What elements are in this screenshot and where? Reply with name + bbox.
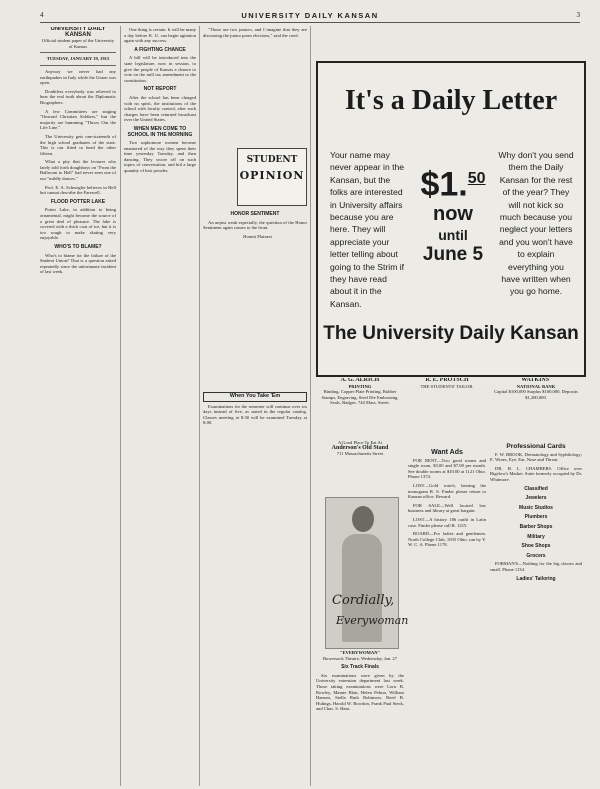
plumbers-heading: Plumbers: [524, 514, 548, 521]
cards-title: Professional Cards: [506, 443, 566, 450]
page-number-right: 3: [576, 11, 580, 19]
anderson-name: Anderson's Old Stand: [331, 444, 389, 451]
ad-now: now: [433, 203, 473, 226]
editorial-heading: FLOOD POTTER LAKE: [50, 198, 106, 205]
editorial-paragraph: Potter Lake, in addition to being ornamental, might become the source of a great deal of pleasure. The lake is covered with a thick coat of ice, but it is too rough to make skating very enjoyable.: [40, 207, 116, 241]
masthead-box: [40, 27, 116, 49]
watkins-name: WATKINS': [521, 378, 551, 383]
watkins-ad: [490, 378, 582, 438]
ad-until: until: [438, 227, 468, 244]
editorial-heading: A FIGHTING CHANCE: [134, 46, 186, 53]
editorial-paragraph: A few Committees are singing "Onward Christian Soldiers," but the majority are humming "Throw Out the Life Line.": [40, 108, 116, 131]
editorial-paragraph: A bill will be introduced into the state legislature, now in session, to give the people of Kansas a chance to vote on the mill tax amendment to the constitution.: [124, 55, 196, 83]
want-ads-title: Want Ads: [431, 449, 463, 456]
card-item: FORMAN'S—Nothing for the big classes and small. Phone 1134.: [490, 561, 582, 572]
anderson-ad: [316, 440, 404, 492]
ad-price: $1.50: [420, 165, 486, 204]
want-ad-item: LOST—Gold watch, bearing the monogram R. S. Finder please return to Kansan office. Reward.: [408, 482, 486, 500]
card-item: DR. H. L. CHAMBERS. Office over Bigelow's Market. Suite formerly occupied by Dr. Whitmore.: [490, 465, 582, 482]
classified-heading: Classified: [524, 485, 548, 492]
track-heading: Six Track Finals: [341, 664, 379, 671]
opinion-logo-bottom: OPINION: [239, 169, 305, 182]
everywoman-photo: [325, 497, 409, 649]
everywoman-sub: Bowersock Theatre, Wednesday, Jan. 27: [322, 655, 398, 661]
daily-letter-ad: [316, 61, 586, 377]
opinion-heading: HONOR SENTIMENT: [230, 211, 280, 217]
want-ads: [408, 446, 486, 782]
ad-left-text: Your name may never appear in the Kansan, but the folks are interested in University affairs because you are here. They will appreciate your letter telling about going to the Strim if they have read about it in the Kansan.: [330, 150, 405, 309]
photo-signature-1: Cordially,: [332, 593, 395, 608]
alrich-ad: [316, 378, 404, 438]
editorial-paragraph: Two sophomore women became enamored of the way they spent their time yesterday Tuesday, and then dancing. They swore off on such topics of conversation, and hid a large quantity of hair powder.: [124, 140, 196, 174]
editorial-heading: WHO'S TO BLAME?: [54, 244, 102, 250]
exam-paragraph: Examinations for the semester will continue over six days instead of five, as stated in the regular catalog. Classes meeting at 8:30 will be examined Tuesday at 8:00.: [203, 403, 307, 426]
ad-price-block: [412, 161, 494, 266]
issue-date: TUESDAY, JANUARY 19, 1915: [46, 56, 110, 62]
card-item: F. W. BROOK, Dermatology and Syphilology; E. Wines, Eye, Ear, Nose and Throat.: [490, 451, 582, 463]
watkins-text: Capital $100,000 Surplus $100,000. Deposits $1,200,000.: [494, 389, 578, 400]
column-rule-1: [120, 26, 121, 786]
page-header: [40, 8, 580, 23]
protsch-name: R. E. PROTSCH: [425, 378, 469, 383]
editorial-paragraph: Doubtless everybody was relieved to hear the real truth about the Diplomatic Biographers.: [40, 88, 116, 105]
editorial-paragraph: Anyway we never had any earthquakes in Italy while the Union was open.: [40, 68, 116, 86]
photo-signature-2: Everywoman: [336, 614, 409, 627]
masthead-title: UNIVERSITY DAILY KANSAN: [50, 27, 106, 38]
column-exams: [203, 390, 307, 780]
everywoman-title: "EVERYWOMAN": [339, 650, 381, 655]
editorial-paragraph: Who's to blame for the failure of the Student Union? That is a question asked repeatedly since the unfortunate incident of last week.: [40, 252, 116, 275]
opinion-logo-top: STUDENT: [246, 155, 298, 165]
military-heading: Military: [527, 533, 545, 540]
column-rule-3: [310, 26, 311, 786]
editorial-paragraph: Prof. E. A. Schwegler believes in Hell but cannot describe the Farewell.: [40, 184, 116, 196]
want-ad-item: LOST—A history 186 outfit in Latin case. Finder please call R. 1215.: [408, 516, 486, 528]
professional-cards: [490, 440, 582, 782]
column-opinion-top: [203, 27, 307, 147]
music-heading: Music Studios: [519, 504, 553, 511]
track-paragraph: Six examinations were given by the University extension department last week. Those taking examinations were Lorn B. Rowley, Mamie Blair, Helen Pelton, William Hansen, Stella Ruth Robinson, Reed B. Hulings, Harold W. Bowdon, Frank Paul Steck, and Chas. S. Haas.: [316, 672, 404, 712]
alrich-text: Binding, Copper Plate Printing, Rubber Stamps, Engraving, Steel Die Embossing, Seals, Badges. 744 Mass. Street.: [321, 389, 399, 406]
column-opinion: [203, 208, 307, 388]
running-masthead: UNIVERSITY DAILY KANSAN: [241, 10, 379, 20]
tailoring-heading: Ladies' Tailoring: [516, 575, 556, 582]
editorial-heading: NOT REPORT: [143, 86, 177, 93]
shoe-heading: Shoe Shops: [521, 543, 551, 550]
column-editorial: [40, 27, 116, 782]
alrich-line: PRINTING: [348, 383, 372, 389]
column-rule-2: [199, 26, 200, 786]
protsch-ad: [408, 378, 486, 438]
grocers-heading: Grocers: [526, 552, 546, 559]
ad-headline: It's a Daily Letter: [344, 85, 558, 116]
page-number-left: 4: [40, 11, 44, 19]
want-ad-item: FOR RENT—Two good rooms and single room, $3.00 and $7.00 per month. See double rooms at $10.00 at 1121 Ohio. Phone 1374.: [408, 457, 486, 480]
alrich-name: A. G. ALRICH: [340, 378, 380, 383]
watkins-line: NATIONAL BANK: [516, 383, 556, 389]
editorial-heading: WHEN MEN COME TO SCHOOL IN THE MORNING: [127, 125, 193, 138]
barber-heading: Barber Shops: [519, 523, 553, 530]
opinion-paragraph: An unjust weak especially, the question of the Honor Sentiment again comes to the front.: [203, 219, 307, 231]
column-editorial-2: [124, 27, 196, 782]
exam-box-title: When You Take 'Em: [203, 392, 307, 402]
editorial-paragraph: After the school has been charged with no spirit, the institutions of the school with faculty control, after such charges have been returned broadcast over the United States.: [124, 94, 196, 123]
student-opinion-logo: [237, 148, 307, 206]
editorial-paragraph: The University gets one-sixteenth of the high school graduates of the state. This is our fitted to head the other fifteen.: [40, 133, 116, 156]
editorial-paragraph: One thing is certain. It will be many a day before K. U. can begin agitation again with any success.: [124, 27, 196, 44]
want-ad-item: BOARD—For ladies and gentlemen. North College Club, 1035 Ohio, run by Y. W. C. A. Phone 1178.: [408, 531, 486, 548]
ad-right-text: Why don't you send them the Daily Kansan for the rest of the year? They will not kick so much because you neglect your letters and you won't have to explain everything you have written when you go home.: [498, 150, 574, 297]
protsch-line: THE STUDENTS' TAILOR.: [420, 383, 474, 389]
anderson-head: A Good Place To Eat At: [337, 440, 383, 445]
opinion-paragraph: "Those are two juniors, and I imagine that they are discussing the junior prom elections," said the coed.: [203, 27, 307, 38]
ad-footer: The University Daily Kansan: [323, 323, 579, 344]
editorial-paragraph: What a pity that the lecturer who lately told forth doughboys on "From the Ballroom to Hell" had never seen one of our "mildly dances.": [40, 159, 116, 182]
anderson-address: 711 Massachusetts Street: [336, 451, 384, 457]
ad-date: June 5: [422, 244, 484, 266]
masthead-subtitle: Official student paper of the University of Kansas: [41, 38, 115, 49]
opinion-signature: Honest Plainest: [243, 233, 272, 239]
jewelers-heading: Jewelers: [525, 495, 547, 502]
everywoman-caption: [316, 650, 404, 782]
want-ad-item: FOR SALE—Well located law business and library at great bargain.: [408, 502, 486, 514]
